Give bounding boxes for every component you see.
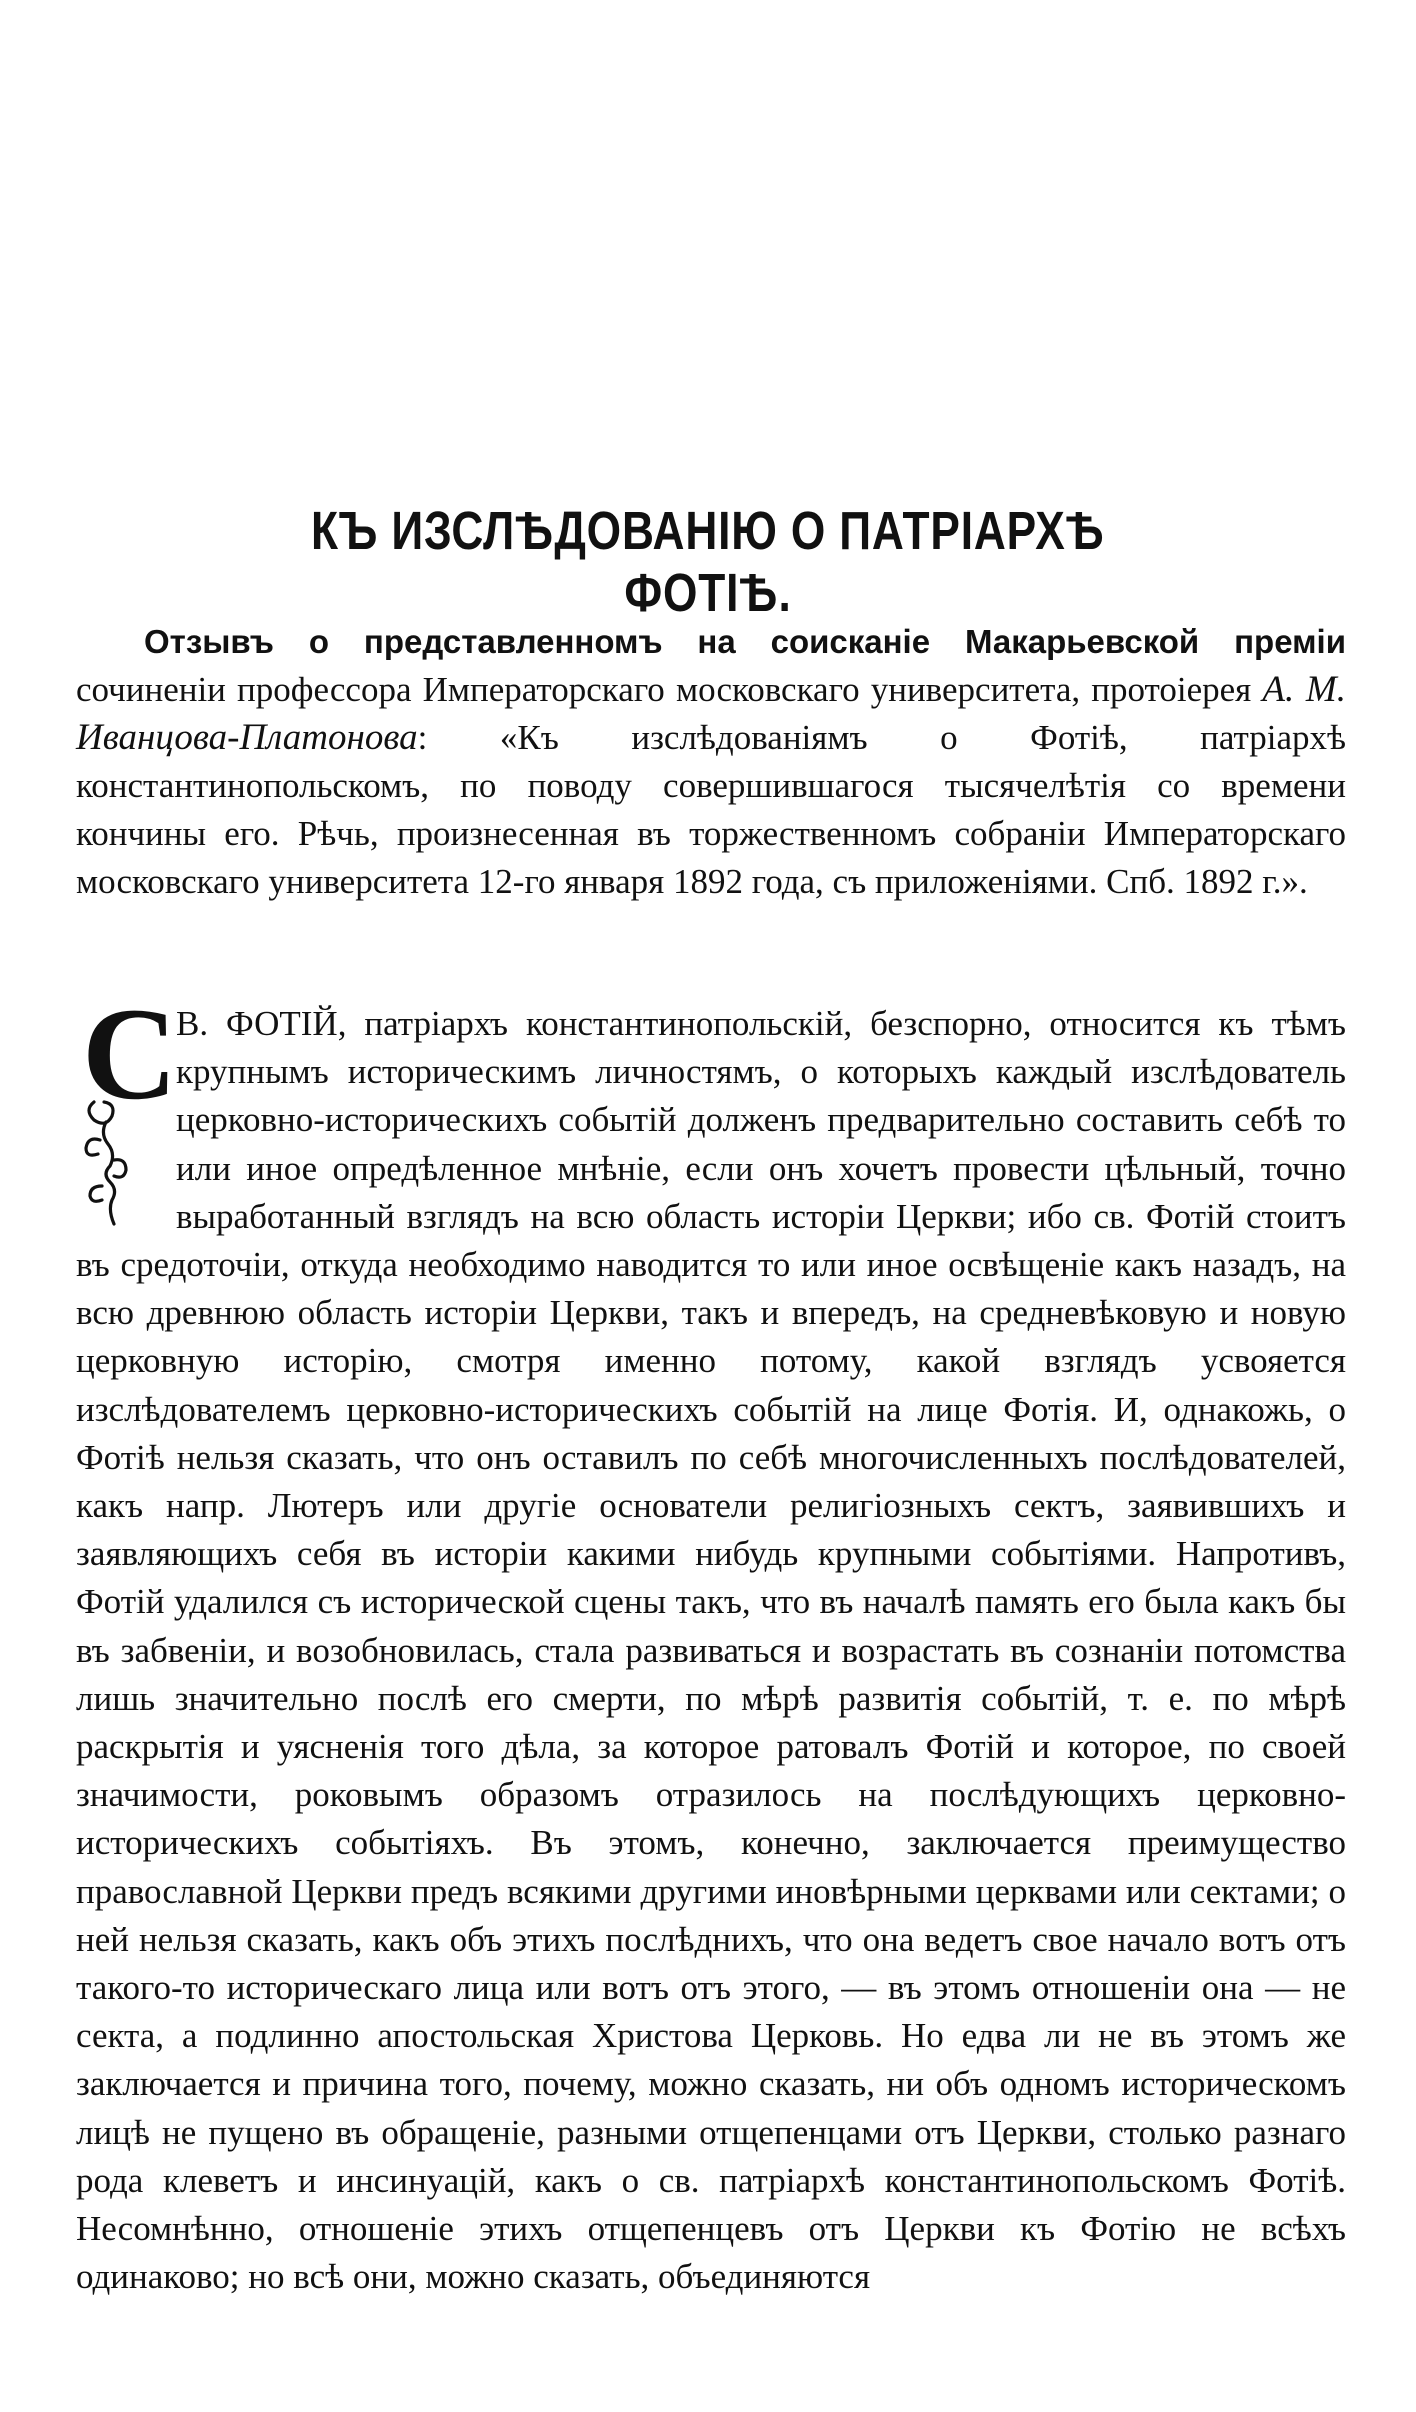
body-opening: В. ФОТІЙ xyxy=(176,1004,338,1043)
dropcap-letter: С xyxy=(82,980,178,1127)
review-lead: Отзывъ о представленномъ на соисканіе Макарьевской преміи xyxy=(144,623,1346,660)
body-text: , патріархъ константинопольскій, безспорно, относится къ тѣмъ крупнымъ историческимъ личностямъ, о которыхъ каждый изслѣдователь церковно-историческихъ событій долженъ предварительно составить себѣ то или иное опредѣленное мнѣніе, если онъ хочетъ провести цѣльный, точно выработанный взглядъ на всю область исторіи Церкви; ибо св. Фотій стоитъ въ средоточіи, откуда необходимо наводится то или иное освѣщеніе какъ назадъ, на всю древнюю область исторіи Церкви, такъ и впередъ, на средневѣковую и новую церковную исторію, смотря именно потому, какой взглядъ усвояется изслѣдователемъ церковно-историческихъ событій на лице Фотія. И, однакожь, о Фотіѣ нельзя сказать, что онъ оставилъ по себѣ многочисленныхъ послѣдователей, какъ напр. Лютеръ или другіе основатели религіозныхъ сектъ, заявившихъ и заявляющихъ себя въ исторіи какими нибудь крупными событіями. Напротивъ, Фотій удалился съ исторической сцены такъ, что въ началѣ память его была какъ бы въ забвеніи, и возобновилась, стала развиваться и возрастать въ сознаніи потомства лишь значительно послѣ его смерти, по мѣрѣ развитія событій, т. е. по мѣрѣ раскрытія и уясненія того дѣла, за которое ратовалъ Фотій и которое, по своей значимости, роковымъ образомъ отразилось на послѣдующихъ церковно-историческихъ событіяхъ. Въ этомъ, конечно, заключается преимущество православной Церкви предъ всякими другими иновѣрными церквами или сектами; о ней нельзя сказать, какъ объ этихъ послѣднихъ, что она ведетъ свое начало вотъ отъ такого-то историческаго лица или вотъ отъ этого, — въ этомъ отношеніи она — не секта, а подлинно апостольская Христова Церковь. Но едва ли не въ этомъ же заключается и причина того, почему, можно сказать, ни объ одномъ историческомъ лицѣ не пущено въ обращеніе, разными отщепенцами отъ Церкви, столько разнаго рода клеветъ и инсинуацій, какъ о св. патріархѣ константинопольскомъ Фотіѣ. Несомнѣнно, отношеніе этихъ отщепенцевъ отъ Церкви къ Фотію не всѣхъ одинаково; но всѣ они, можно сказать, объединяются xyxy=(76,1004,1347,2297)
review-text-part2: : «Къ изслѣдованіямъ о Фотіѣ, патріархѣ константинопольскомъ, по поводу совершившагося тысячелѣтія со времени кончины его. Рѣчь, произнесенная въ торжественномъ собраніи Императорскаго московскаго университета 12-го января 1892 года, съ приложеніями. Спб. 1892 г.». xyxy=(76,718,1346,901)
review-heading-paragraph xyxy=(76,618,1346,906)
dropcap-space xyxy=(76,1000,176,1235)
main-paragraph xyxy=(76,1000,1346,2301)
page-title: КЪ ИЗСЛѢДОВАНІЮ О ПАТРІАРХѢ ФОТІѢ. xyxy=(311,501,1105,623)
review-author: А. М. Иванцова-Платонова xyxy=(76,669,1346,758)
review-text-part1: сочиненіи профессора Императорскаго московскаго университета, протоіерея xyxy=(76,670,1263,709)
